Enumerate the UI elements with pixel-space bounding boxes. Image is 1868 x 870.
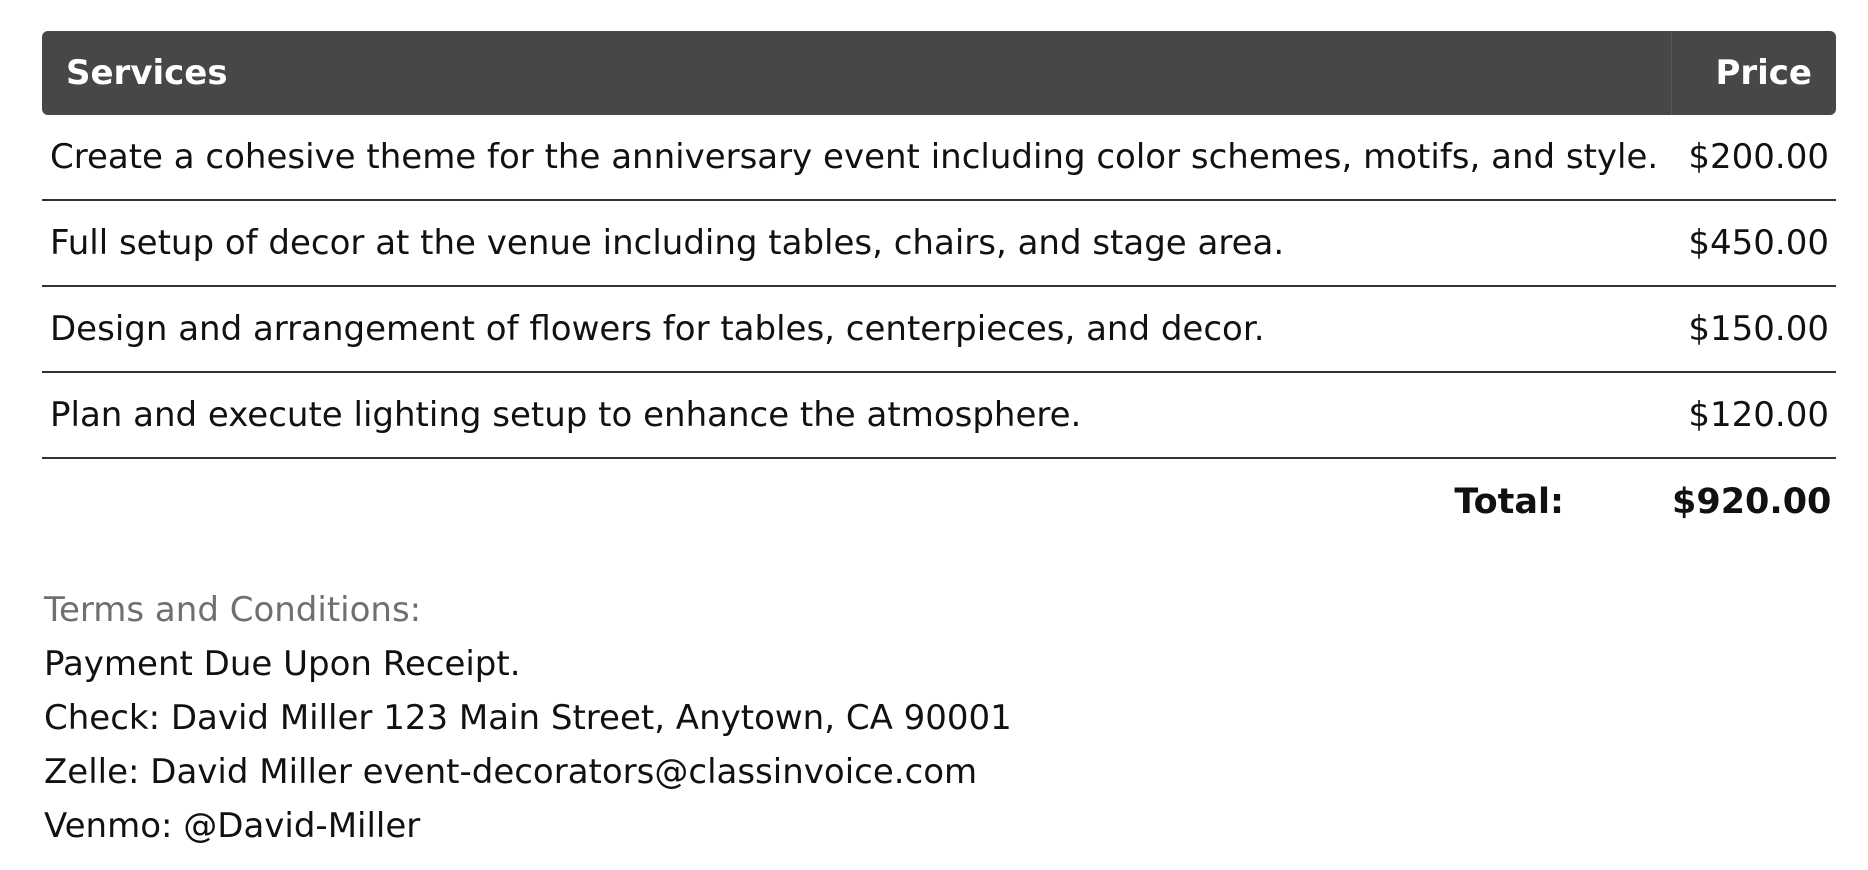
total-value: $920.00 — [1672, 482, 1832, 522]
price-column-header — [1672, 31, 1836, 115]
services-column-header — [42, 31, 1672, 115]
table-row — [42, 201, 1836, 287]
services-table — [42, 31, 1836, 545]
terms-payment-due: Payment Due Upon Receipt. — [44, 644, 521, 684]
service-price: $450.00 — [1688, 223, 1829, 263]
service-description: Full setup of decor at the venue including tables, chairs, and stage area. — [50, 223, 1285, 263]
service-price: $200.00 — [1688, 137, 1829, 177]
total-label: Total: — [1454, 482, 1564, 522]
table-row — [42, 287, 1836, 373]
table-row — [42, 373, 1836, 459]
terms-title: Terms and Conditions: — [44, 590, 422, 630]
table-header — [42, 31, 1836, 115]
services-header-label: Services — [66, 53, 228, 93]
service-description: Design and arrangement of flowers for tables, centerpieces, and decor. — [50, 309, 1265, 349]
terms-zelle-info: Zelle: David Miller event-decorators@classinvoice.com — [44, 752, 978, 792]
service-price: $120.00 — [1688, 395, 1829, 435]
service-price: $150.00 — [1688, 309, 1829, 349]
terms-venmo-info: Venmo: @David-Miller — [44, 806, 421, 846]
terms-and-conditions — [44, 583, 1012, 853]
total-row — [42, 459, 1836, 545]
table-row — [42, 115, 1836, 201]
terms-check-info: Check: David Miller 123 Main Street, Anytown, CA 90001 — [44, 698, 1012, 738]
table-body — [42, 115, 1836, 459]
price-header-label: Price — [1715, 53, 1812, 93]
service-description: Plan and execute lighting setup to enhance the atmosphere. — [50, 395, 1082, 435]
service-description: Create a cohesive theme for the anniversary event including color schemes, motifs, and style. — [50, 137, 1659, 177]
